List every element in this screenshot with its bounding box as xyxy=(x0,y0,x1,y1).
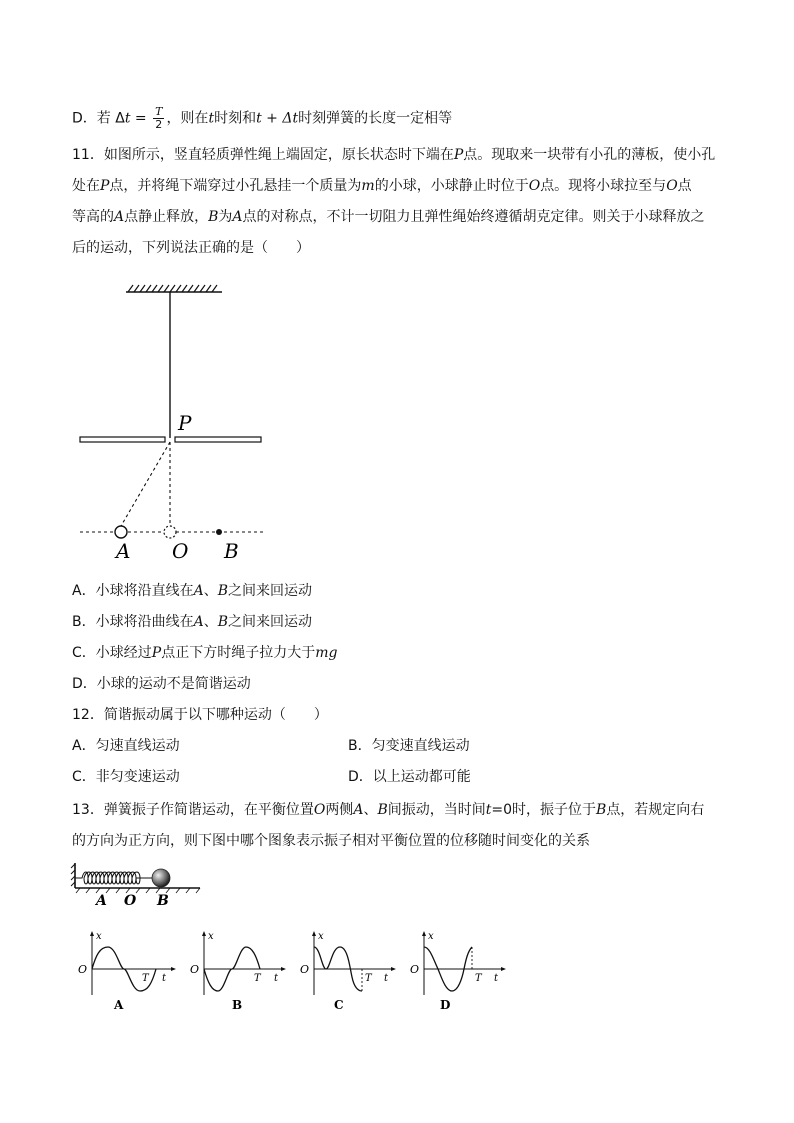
q11-optc-p: P xyxy=(151,645,162,661)
q10-option-d xyxy=(72,106,452,131)
q10-optd-t: t xyxy=(124,110,131,127)
graph-b-caption: B xyxy=(232,998,243,1012)
ground-hatch xyxy=(76,888,200,893)
q10-optd-fraction xyxy=(153,106,164,131)
graph-c-x-label: x xyxy=(318,931,324,942)
q10-optd-text4: t + Δt xyxy=(256,110,299,127)
q11-line1-p: P xyxy=(453,147,464,163)
q10-optd-prefix: D．若 Δ xyxy=(72,110,125,127)
graph-a-t-label: T xyxy=(142,973,149,984)
q10-optd-eq: = xyxy=(130,110,152,127)
graph-c-caption: C xyxy=(334,998,344,1012)
q12-stem xyxy=(72,705,328,725)
q11-line3d: 点的对称点，不计一切阻力且弹性绳始终遵循胡克定律。则关于小球释放之 xyxy=(242,209,705,225)
q11-line1a: 11．如图所示，竖直轻质弹性绳上端固定，原长状态时下端在 xyxy=(72,147,454,163)
q13-stem-line2 xyxy=(72,831,590,851)
q11-line1b: 点。现取来一块带有小孔的薄板，使小孔 xyxy=(463,147,716,163)
label-p: P xyxy=(178,411,192,435)
q11-line3b: 点静止释放， xyxy=(124,209,209,225)
graph-b xyxy=(180,925,290,1015)
q12-option-b: B．匀变速直线运动 xyxy=(348,738,470,754)
q11-optd-text: D．小球的运动不是简谐运动 xyxy=(72,676,251,692)
q11-line3-a2: A xyxy=(232,209,243,225)
point-b xyxy=(216,529,222,535)
spring-label-b: B xyxy=(157,893,169,909)
q11-stem-line2 xyxy=(72,176,692,196)
q11-optb-mid: 、 xyxy=(203,614,218,630)
spring-coil xyxy=(75,872,152,884)
q11-line2-o: O xyxy=(528,178,541,194)
label-b: B xyxy=(224,539,239,563)
q10-optd-text2: t xyxy=(208,110,215,127)
q11-option-b xyxy=(72,612,312,632)
ceiling-hatch xyxy=(128,285,217,292)
q11-option-a xyxy=(72,581,312,601)
q11-optb-post: 之间来回运动 xyxy=(228,614,313,630)
fraction-denominator: 2 xyxy=(155,118,163,131)
graph-d-o-label: O xyxy=(410,963,420,976)
fraction-numerator: T xyxy=(155,105,163,118)
oscillator-ball xyxy=(152,869,170,887)
q13-line1f: 点，若规定向右 xyxy=(606,802,705,818)
q11-line3-b: B xyxy=(208,209,219,225)
q12-option-d: D．以上运动都可能 xyxy=(348,769,471,785)
q11-line3c: 为 xyxy=(218,209,233,225)
dashed-rope-to-a xyxy=(121,442,170,526)
q11-line2c: 的小球，小球静止时位于 xyxy=(374,178,529,194)
q11-line2-m: m xyxy=(361,178,375,194)
label-o: O xyxy=(172,539,189,563)
q11-opta-pre: A．小球将沿直线在 xyxy=(72,583,194,599)
spring-label-a: A xyxy=(96,893,107,909)
q13-line1d: 间振动，当时间 xyxy=(387,802,486,818)
q13-line1b: 两侧 xyxy=(325,802,354,818)
q11-line2-o2: O xyxy=(666,178,678,194)
q10-optd-text3: 时刻和 xyxy=(214,110,257,127)
q13-line1c: 、 xyxy=(363,802,378,818)
q11-opta-mid: 、 xyxy=(203,583,218,599)
q13-line1-t: t xyxy=(485,802,492,818)
graph-b-time-label: t xyxy=(274,973,279,984)
q11-stem-line1 xyxy=(72,145,715,165)
q10-optd-text5: 时刻弹簧的长度一定相等 xyxy=(298,110,453,127)
q12-stem-text: 12．简谐振动属于以下哪种运动（ ） xyxy=(72,707,328,723)
q11-optc-post: 点正下方时绳子拉力大于 xyxy=(161,645,316,661)
q12-option-a: A．匀速直线运动 xyxy=(72,738,180,754)
graph-d-t-label: T xyxy=(475,973,482,984)
label-a: A xyxy=(116,539,131,563)
q13-line1-b2: B xyxy=(596,802,607,818)
q11-line2-p: P xyxy=(100,178,110,194)
q11-pendulum-figure xyxy=(70,280,280,570)
graph-b-t-label: T xyxy=(254,973,261,984)
graph-d-caption: D xyxy=(440,998,451,1012)
q13-stem-line1 xyxy=(72,800,704,820)
graph-a-x-label: x xyxy=(96,931,102,942)
q11-line3a: 等高的 xyxy=(72,209,114,225)
q13-line1-a: A xyxy=(353,802,364,818)
spring-label-o: O xyxy=(124,893,137,909)
graph-c-t-label: T xyxy=(365,973,372,984)
q13-line2: 的方向为正方向，则下图中哪个图象表示振子相对平衡位置的位移随时间变化的关系 xyxy=(72,833,590,849)
graph-c-o-label: O xyxy=(300,963,310,976)
q11-stem-line3 xyxy=(72,207,705,227)
graph-d-time-label: t xyxy=(494,973,499,984)
q11-optb-b: B xyxy=(217,614,229,630)
ball-o xyxy=(164,526,176,538)
q11-optb-a: A xyxy=(193,614,204,630)
q13-line1a: 13．弹簧振子作简谐运动，在平衡位置 xyxy=(72,802,314,818)
q11-optb-pre: B．小球将沿曲线在 xyxy=(72,614,194,630)
q13-line1e: =0时，振子位于 xyxy=(491,802,597,818)
plate-left xyxy=(80,437,165,442)
graph-b-x-label: x xyxy=(208,931,214,942)
q11-opta-post: 之间来回运动 xyxy=(228,583,312,599)
q11-optc-mg: mg xyxy=(315,645,338,661)
q13-line1-b: B xyxy=(377,802,388,818)
q11-line2e: 点 xyxy=(677,178,692,194)
q11-opta-a: A xyxy=(193,583,204,599)
q12-option-c: C．非匀变速运动 xyxy=(72,769,180,785)
q10-optd-text1: ，则在 xyxy=(166,110,209,127)
q11-line2a: 处在 xyxy=(72,178,100,194)
q11-option-d xyxy=(72,674,251,694)
graph-a-o-label: O xyxy=(78,963,88,976)
q11-stem-line4 xyxy=(72,238,310,258)
q11-line2d: 点。现将小球拉至与 xyxy=(540,178,667,194)
q11-line3-a: A xyxy=(114,209,125,225)
q11-optc-pre: C．小球经过 xyxy=(72,645,152,661)
graph-b-o-label: O xyxy=(190,963,200,976)
q13-line1-o: O xyxy=(313,802,326,818)
graph-d xyxy=(400,925,510,1015)
plate-right xyxy=(175,437,261,442)
graph-d-x-label: x xyxy=(428,931,434,942)
q13-spring-figure xyxy=(70,860,210,910)
q11-line2b: 点，并将绳下端穿过小孔悬挂一个质量为 xyxy=(109,178,362,194)
q11-option-c xyxy=(72,643,337,663)
graph-a xyxy=(72,925,182,1015)
ball-a xyxy=(115,526,127,538)
graph-c-time-label: t xyxy=(384,973,389,984)
graph-c xyxy=(290,925,400,1015)
q11-line4: 后的运动，下列说法正确的是（ ） xyxy=(72,240,310,256)
graph-a-time-label: t xyxy=(162,973,167,984)
graph-a-caption: A xyxy=(114,998,124,1012)
q11-opta-b: B xyxy=(217,583,228,599)
